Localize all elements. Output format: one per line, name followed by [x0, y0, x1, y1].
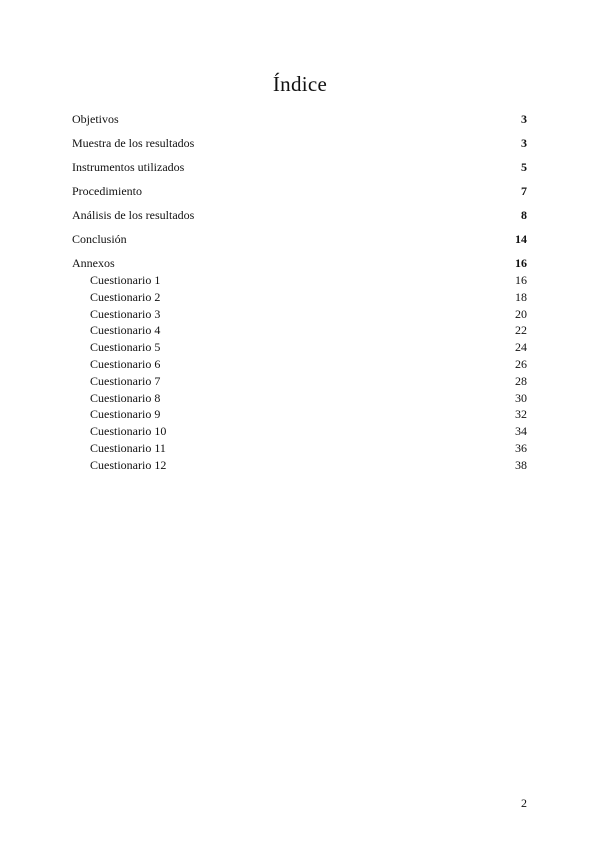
toc-entry-analisis[interactable]: [72, 206, 527, 230]
toc-entry-objetivos[interactable]: [72, 110, 527, 134]
toc-entry-page: 14: [515, 232, 527, 246]
toc-entry-page: 8: [521, 208, 527, 222]
toc-subentry-cuestionario-2[interactable]: [72, 289, 527, 306]
toc-subentry-label: Cuestionario 10: [90, 424, 167, 439]
toc-subentry-cuestionario-3[interactable]: [72, 306, 527, 323]
toc-subentry-cuestionario-11[interactable]: [72, 440, 527, 457]
toc-subentry-cuestionario-5[interactable]: [72, 339, 527, 356]
toc-subentry-label: Cuestionario 12: [90, 457, 167, 472]
toc-entry-label: Annexos: [72, 256, 115, 270]
toc-subentry-label: Cuestionario 4: [90, 323, 161, 338]
toc-entry-instrumentos[interactable]: [72, 158, 527, 182]
toc-subentry-label: Cuestionario 2: [90, 289, 161, 304]
toc-entry-label: Análisis de los resultados: [72, 208, 195, 222]
toc-subentry-cuestionario-1[interactable]: [72, 272, 527, 289]
toc-subentry-cuestionario-10[interactable]: [72, 423, 527, 440]
toc-subentry-page: 34: [515, 424, 527, 439]
toc-subentry-page: 28: [515, 373, 527, 388]
toc-subentry-cuestionario-9[interactable]: [72, 406, 527, 423]
toc-subentry-cuestionario-4[interactable]: [72, 322, 527, 339]
toc-subentry-cuestionario-6[interactable]: [72, 356, 527, 373]
annex-list: [72, 272, 527, 474]
table-of-contents: [72, 110, 527, 474]
toc-subentry-label: Cuestionario 11: [90, 440, 166, 455]
toc-entry-label: Conclusión: [72, 232, 127, 246]
toc-entry-label: Muestra de los resultados: [72, 136, 195, 150]
toc-entry-label: Procedimiento: [72, 184, 142, 198]
toc-subentry-label: Cuestionario 7: [90, 373, 161, 388]
toc-entry-page: 3: [521, 112, 527, 126]
toc-entry-procedimiento[interactable]: [72, 182, 527, 206]
toc-subentry-page: 18: [515, 289, 527, 304]
toc-subentry-cuestionario-7[interactable]: [72, 373, 527, 390]
toc-entry-muestra[interactable]: [72, 134, 527, 158]
toc-subentry-page: 30: [515, 390, 527, 405]
toc-subentry-cuestionario-8[interactable]: [72, 390, 527, 407]
toc-subentry-page: 36: [515, 440, 527, 455]
toc-subentry-cuestionario-12[interactable]: [72, 457, 527, 474]
toc-subentry-label: Cuestionario 1: [90, 273, 161, 287]
toc-subentry-page: 38: [515, 457, 527, 472]
page-title: Índice: [272, 72, 328, 96]
toc-subentry-label: Cuestionario 9: [90, 407, 161, 422]
toc-subentry-label: Cuestionario 3: [90, 306, 161, 321]
toc-subentry-label: Cuestionario 6: [90, 356, 161, 371]
toc-entry-page: 5: [521, 160, 527, 174]
toc-entry-page: 16: [515, 256, 527, 270]
toc-subentry-page: 22: [515, 323, 527, 338]
toc-subentry-label: Cuestionario 5: [90, 340, 161, 355]
toc-subentry-page: 16: [515, 273, 527, 287]
toc-entry-label: Instrumentos utilizados: [72, 160, 185, 174]
page-number: 2: [521, 796, 527, 810]
toc-subentry-label: Cuestionario 8: [90, 390, 161, 405]
toc-entry-label: Objetivos: [72, 112, 119, 126]
toc-entry-page: 7: [521, 184, 527, 198]
toc-entry-conclusion[interactable]: [72, 230, 527, 254]
toc-subentry-page: 32: [515, 407, 527, 422]
toc-subentry-page: 26: [515, 356, 527, 371]
toc-subentry-page: 20: [515, 306, 527, 321]
toc-subentry-page: 24: [515, 340, 527, 355]
toc-entry-page: 3: [521, 136, 527, 150]
